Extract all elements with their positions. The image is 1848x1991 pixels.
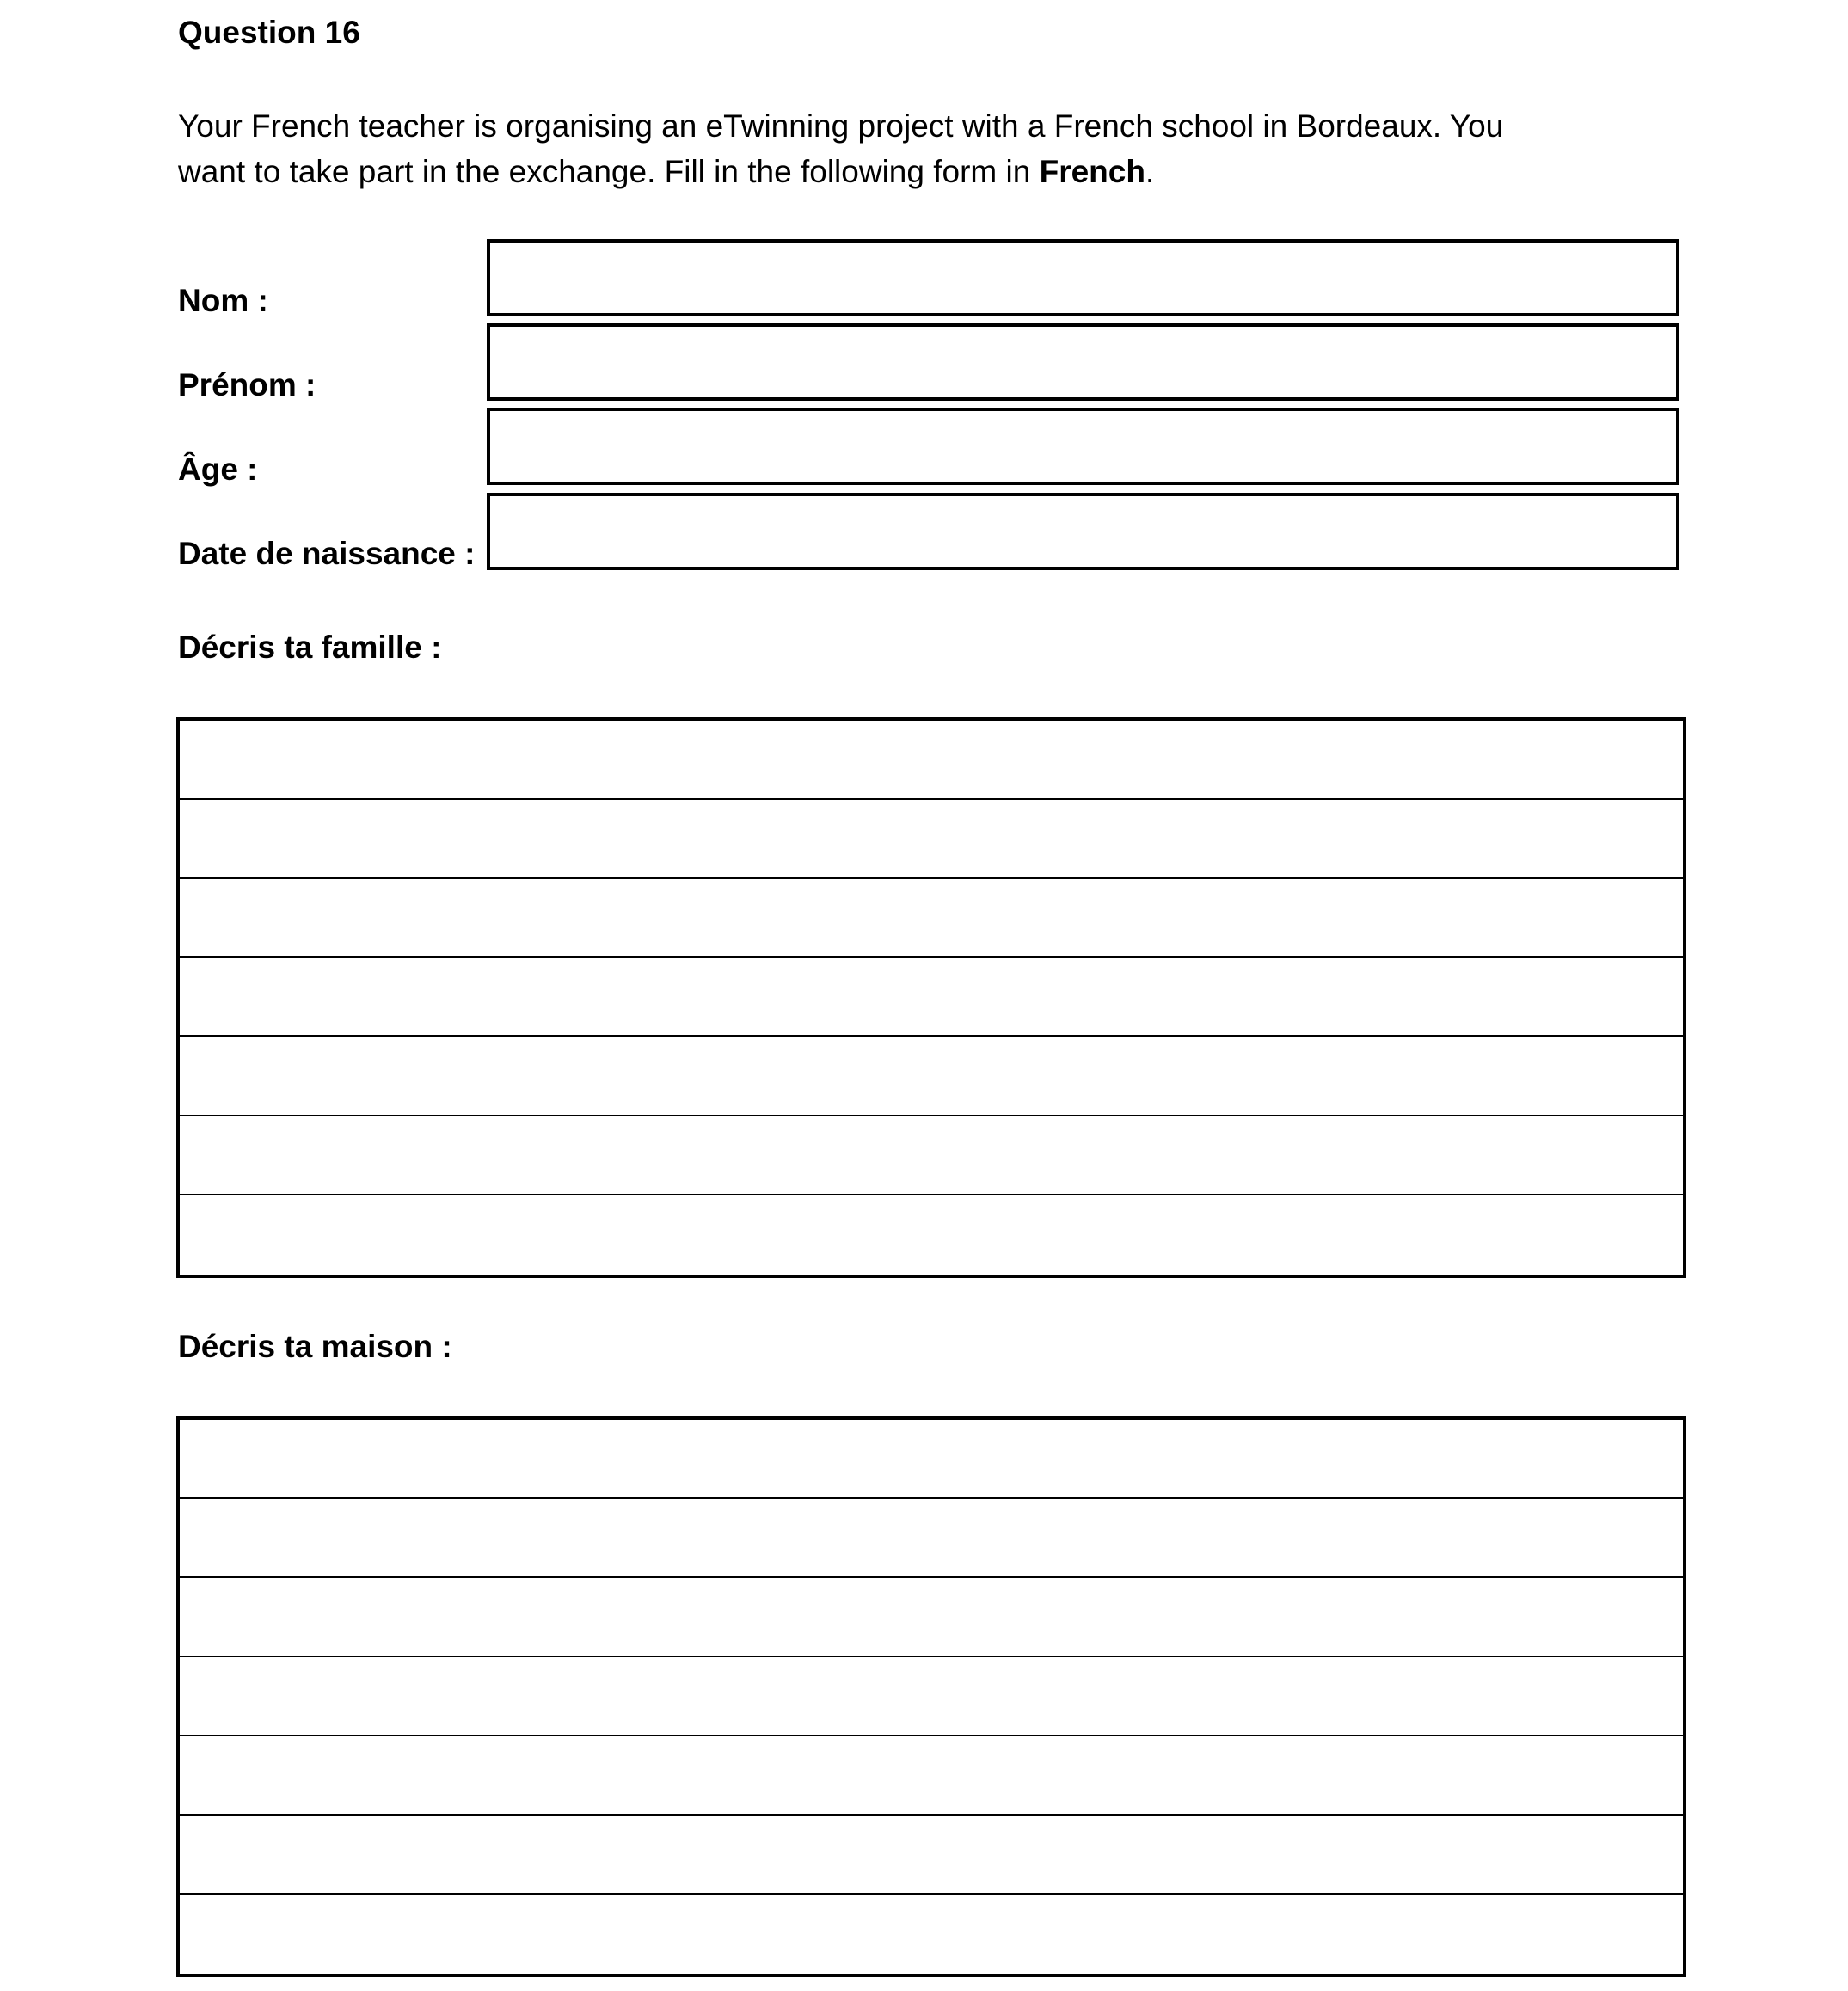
maison-answer-line[interactable]	[180, 1816, 1683, 1895]
instructions-line-2-text: want to take part in the exchange. Fill in the following form in	[178, 154, 1040, 189]
age-field[interactable]	[487, 408, 1679, 485]
famille-answer-line[interactable]	[180, 721, 1683, 800]
maison-answer-line[interactable]	[180, 1657, 1683, 1736]
instructions-emphasis-french: French	[1039, 154, 1145, 189]
instructions-line-1: Your French teacher is organising an eTwinning project with a French school in Bordeaux. You	[178, 108, 1504, 144]
maison-answer-area[interactable]	[176, 1416, 1686, 1977]
date-de-naissance-label: Date de naissance :	[178, 536, 476, 571]
maison-answer-line[interactable]	[180, 1578, 1683, 1657]
maison-label: Décris ta maison :	[178, 1329, 452, 1364]
maison-answer-line[interactable]	[180, 1736, 1683, 1816]
question-title: Question 16	[178, 15, 360, 50]
prenom-field[interactable]	[487, 323, 1679, 401]
age-label: Âge :	[178, 452, 258, 487]
instructions-line-2-end: .	[1145, 154, 1155, 189]
maison-answer-line[interactable]	[180, 1420, 1683, 1499]
famille-answer-line[interactable]	[180, 879, 1683, 958]
famille-answer-area[interactable]	[176, 717, 1686, 1278]
date-de-naissance-field[interactable]	[487, 493, 1679, 570]
prenom-label: Prénom :	[178, 367, 316, 403]
famille-answer-line[interactable]	[180, 1037, 1683, 1116]
famille-answer-line[interactable]	[180, 1116, 1683, 1195]
famille-label: Décris ta famille :	[178, 630, 442, 665]
nom-field[interactable]	[487, 239, 1679, 316]
nom-label: Nom :	[178, 283, 268, 318]
famille-answer-line[interactable]	[180, 800, 1683, 879]
famille-answer-line[interactable]	[180, 1195, 1683, 1275]
instructions-line-2	[178, 149, 1709, 194]
question-instructions	[178, 103, 1709, 194]
maison-answer-line[interactable]	[180, 1499, 1683, 1578]
famille-answer-line[interactable]	[180, 958, 1683, 1037]
maison-answer-line[interactable]	[180, 1895, 1683, 1974]
